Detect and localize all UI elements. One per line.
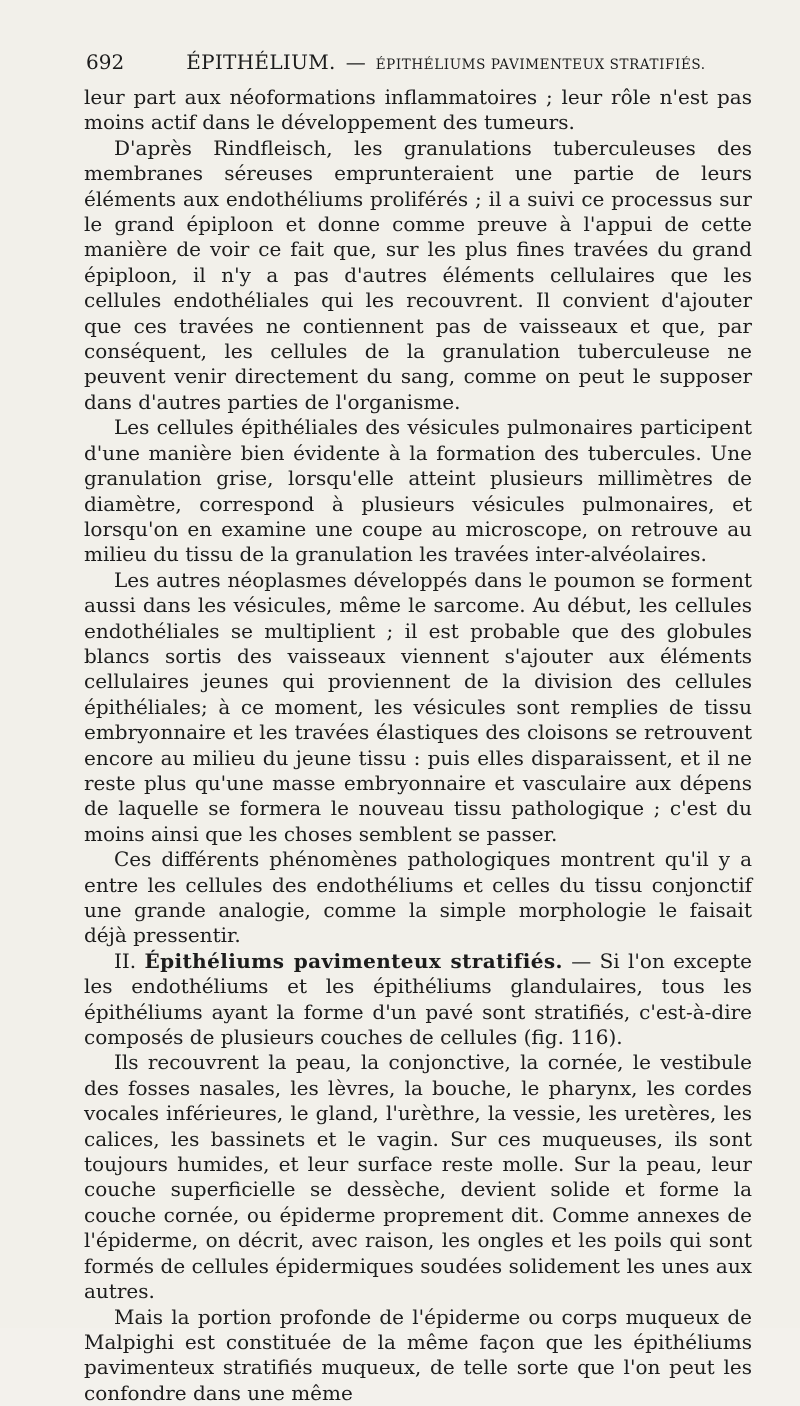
header-separator: — bbox=[346, 50, 366, 74]
paragraph-2: D'après Rindfleisch, les granulations tuberculeuses des membranes séreuses emprunteraient une partie de leurs éléments aux endothéliums proliférés ; il a suivi ce processus sur le grand épiploon et donne comme preuve à l'appui de cette manière de voir ce fait que, sur les plus fines travées du grand épiploon, il n'y a pas d'autres éléments cellulaires que les cellules endothéliales qui les recouvrent. Il convient d'ajouter que ces travées ne contiennent pas de vaisseaux et que, par conséquent, les cellules de la granulation tuberculeuse ne peuvent venir directement du sang, comme on peut le supposer dans d'autres parties de l'organisme. bbox=[84, 136, 752, 415]
section-paragraph bbox=[84, 949, 752, 1051]
running-title: ÉPITHÉLIUM. bbox=[186, 50, 336, 74]
paragraph-4: Les autres néoplasmes développés dans le poumon se forment aussi dans les vésicules, même le sarcome. Au début, les cellules endothéliales se multiplient ; il est probable que des globules blancs sortis des vaisseaux viennent s'ajouter aux éléments cellulaires jeunes qui proviennent de la division des cellules épithéliales; à ce moment, les vésicules sont remplies de tissu embryonnaire et les travées élastiques des cloisons se retrouvent encore au milieu du jeune tissu : puis elles disparaissent, et il ne reste plus qu'une masse embryonnaire et vasculaire aux dépens de laquelle se formera le nouveau tissu pathologique ; c'est du moins ainsi que les choses semblent se passer. bbox=[84, 568, 752, 847]
section-title: Épithéliums pavimenteux stratifiés. bbox=[145, 949, 563, 973]
section-intro-text: — Si l'on excepte les endothéliums et les épithéliums glandulaires, tous les épithéliums ayant la forme d'un pavé sont stratifiés, c'est-à-dire composés de plusieurs couches de cellules (fig. 116). bbox=[84, 949, 752, 1049]
paragraph-5: Ces différents phénomènes pathologiques montrent qu'il y a entre les cellules des endothéliums et celles du tissu conjonctif une grande analogie, comme la simple morphologie le faisait déjà pressentir. bbox=[84, 847, 752, 949]
running-subtitle: ÉPITHÉLIUMS PAVIMENTEUX STRATIFIÉS. bbox=[376, 57, 706, 73]
running-header bbox=[86, 50, 746, 74]
paragraph-8: Mais la portion profonde de l'épiderme ou corps muqueux de Malpighi est constituée de la même façon que les épithéliums pavimenteux stratifiés muqueux, de telle sorte que l'on peut les confondre dans une même bbox=[84, 1305, 752, 1406]
page-number: 692 bbox=[86, 50, 124, 74]
section-number: II. bbox=[114, 949, 136, 973]
paragraph-1: leur part aux néoformations inflammatoires ; leur rôle n'est pas moins actif dans le développement des tumeurs. bbox=[84, 85, 752, 136]
paragraph-7: Ils recouvrent la peau, la conjonctive, la cornée, le vestibule des fosses nasales, les lèvres, la bouche, le pharynx, les cordes vocales inférieures, le gland, l'urèthre, la vessie, les uretères, les calices, les bassinets et le vagin. Sur ces muqueuses, ils sont toujours humides, et leur surface reste molle. Sur la peau, leur couche superficielle se dessèche, devient solide et forme la couche cornée, ou épiderme proprement dit. Comme annexes de l'épiderme, on décrit, avec raison, les ongles et les poils qui sont formés de cellules épidermiques soudées solidement les unes aux autres. bbox=[84, 1050, 752, 1304]
body-text bbox=[84, 85, 752, 1406]
paragraph-3: Les cellules épithéliales des vésicules pulmonaires participent d'une manière bien évidente à la formation des tubercules. Une granulation grise, lorsqu'elle atteint plusieurs millimètres de diamètre, correspond à plusieurs vésicules pulmonaires, et lorsqu'on en examine une coupe au microscope, on retrouve au milieu du tissu de la granulation les travées inter-alvéolaires. bbox=[84, 415, 752, 567]
